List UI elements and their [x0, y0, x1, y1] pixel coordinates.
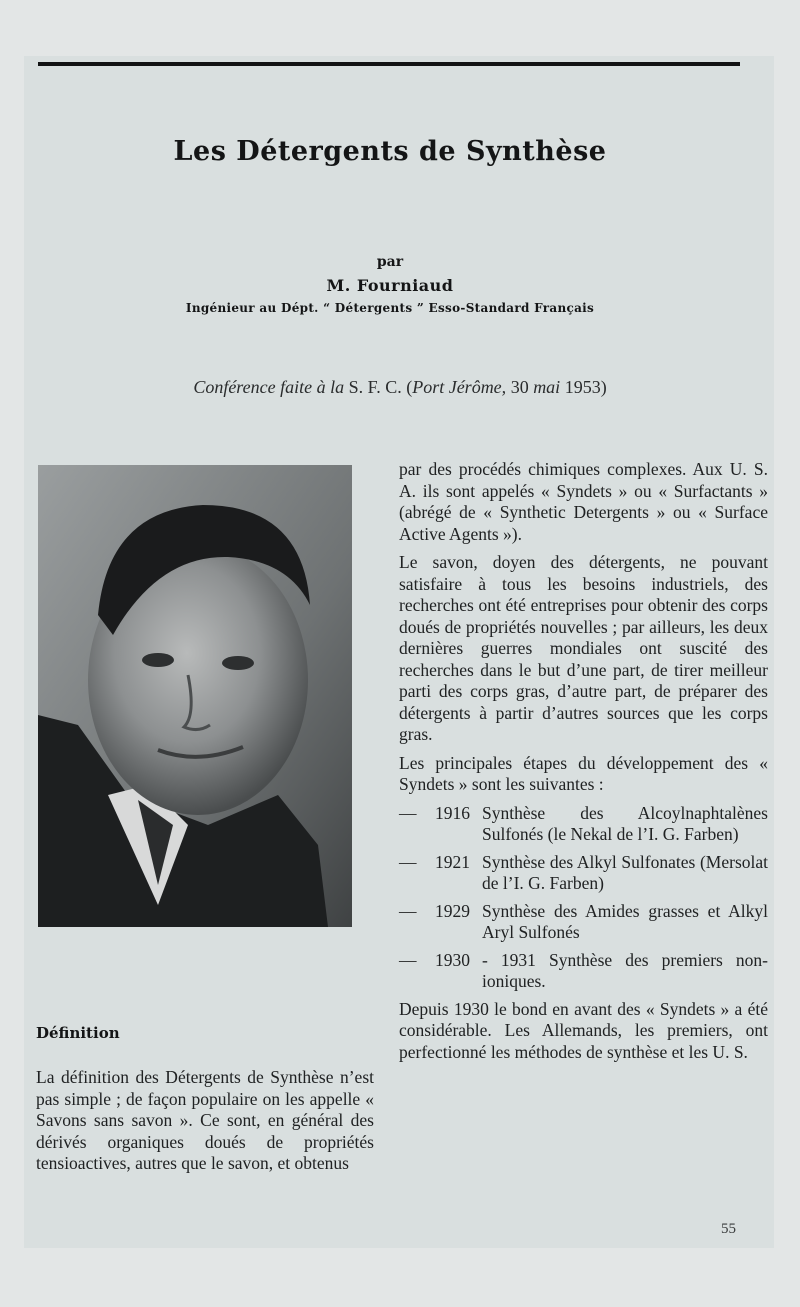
development-steps-list [399, 803, 768, 993]
definition-paragraph: La définition des Détergents de Synthèse n’est pas simple ; de façon populaire on les appelle « Savons sans savon ». Ce sont, en général des dérivés organiques doués de propriétés tensioactives, autres que le savon, et obtenus [36, 1067, 374, 1173]
paragraph-3: Les principales étapes du développement des « Syndets » sont les suivantes : [399, 752, 768, 794]
list-dash: — [399, 949, 417, 970]
conference-year: 1953) [560, 377, 607, 397]
conference-day: 30 [506, 377, 534, 397]
list-item [399, 852, 768, 895]
paragraph-4: Depuis 1930 le bond en avant des « Syndets » a été considérable. Les Allemands, les premiers, ont perfectionné les méthodes de synthèse et les U. S. [399, 998, 768, 1062]
list-item [399, 901, 768, 944]
top-rule [38, 62, 740, 66]
list-dash: — [399, 900, 417, 921]
byline-author: M. Fourniaud [326, 276, 454, 295]
paragraph-1: par des procédés chimiques complexes. Aux U. S. A. ils sont appelés « Syndets » ou « Surfactants » (abrégé de « Synthetic Detergents » ou « Surface Active Agents »). [399, 459, 768, 544]
section-heading-definition: Définition [36, 1024, 120, 1042]
conference-place: Port Jérôme, [412, 377, 507, 397]
list-text: Synthèse des Alcoylnaphtalènes Sulfonés (le Nekal de l’I. G. Farben) [482, 802, 768, 844]
list-dash: — [399, 851, 417, 872]
article-title: Les Détergents de Synthèse [173, 136, 607, 167]
author-portrait-photo [38, 465, 352, 927]
page-number: 55 [721, 1221, 736, 1237]
byline-par: par [376, 254, 404, 270]
byline-affiliation: Ingénieur au Dépt. “ Détergents ” Esso-Standard Français [185, 301, 595, 315]
list-item [399, 803, 768, 846]
list-year: 1929 [435, 900, 470, 921]
list-year: 1921 [435, 851, 470, 872]
paragraph-2: Le savon, doyen des détergents, ne pouvant satisfaire à tous les besoins industriels, des recherches ont été entreprises pour obtenir des corps doués de propriétés nouvelles ; par ailleurs, les deux dernières guerres mondiales ont suscité des recherches dans le but d’une part, de tirer meilleur parti des corps gras, d’autre part, de préparer des détergents à partir d’autres sources que les corps gras. [399, 552, 768, 744]
list-text: Synthèse des Amides grasses et Alkyl Aryl Sulfonés [482, 900, 768, 942]
conference-plain: S. F. C. ( [344, 377, 413, 397]
left-column [36, 1067, 374, 1182]
conference-line [0, 377, 800, 398]
list-dash: — [399, 802, 417, 823]
list-year: 1930 [435, 949, 470, 970]
right-column [399, 459, 768, 1070]
list-item [399, 950, 768, 993]
conference-italic-start: Conférence faite à la [193, 377, 345, 397]
conference-month: mai [533, 377, 561, 397]
list-text: Synthèse des Alkyl Sulfonates (Mersolat de l’I. G. Farben) [482, 851, 768, 893]
list-year: 1916 [435, 802, 470, 823]
list-text: - 1931 Synthèse des premiers non-ioniques. [482, 949, 768, 991]
